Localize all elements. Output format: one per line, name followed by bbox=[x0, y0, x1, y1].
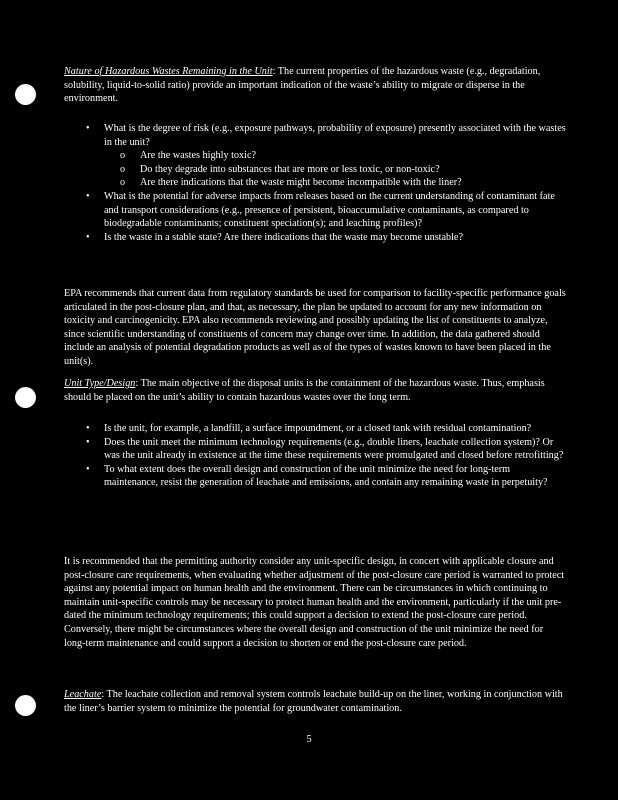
sub-bullet-text: Do they degrade into substances that are more or less toxic, or non-toxic? bbox=[140, 163, 440, 175]
bullet-text: What is the degree of risk (e.g., exposure pathways, probability of exposure) presently associated with the wastes in the unit? bbox=[104, 123, 566, 148]
leachate-paragraph bbox=[64, 688, 566, 715]
leachate-heading: Leachate bbox=[64, 689, 102, 700]
sub-list-item bbox=[64, 176, 566, 190]
nature-text: : The current properties of the hazardous waste (e.g., degradation, solubility, liquid-to-solid ratio) provide an important indication of the waste’s ability to migrate or disperse in the environment. bbox=[64, 66, 541, 105]
list-item bbox=[64, 231, 566, 245]
sub-bullet-icon: o bbox=[120, 177, 126, 189]
bullet-icon: • bbox=[86, 231, 90, 243]
list-item bbox=[64, 122, 566, 149]
unit-type-section bbox=[64, 377, 566, 404]
sub-bullet-text: Are the wastes highly toxic? bbox=[140, 150, 256, 162]
punch-hole-middle bbox=[15, 387, 36, 408]
list-item bbox=[64, 190, 566, 231]
page-number: 5 bbox=[306, 734, 312, 745]
bullet-icon: • bbox=[86, 423, 90, 434]
bullet-icon: • bbox=[86, 463, 90, 475]
epa-paragraph: EPA recommends that current data from regulatory standards be used for comparison to facility-specific performance goals articulated in the post-closure plan, and that, as necessary, the plan be updated to account for any new information on toxicity and carcinogenicity. EPA also recommends reviewing and possibly updating the list of constituents to analyze, since scientific understanding of constituents of concern may change over time. In addition, the data gathered should include an analysis of potential degradation products as well as of the types of wastes known to have been placed in the unit(s). bbox=[64, 288, 566, 367]
sub-list-item bbox=[64, 163, 566, 177]
unit-type-paragraph bbox=[64, 377, 566, 404]
bullet-text: Does the unit meet the minimum technology requirements (e.g., double liners, leachate collection system)? Or was the unit already in existence at the time these requirements were promulgated and closed before retrofitting? bbox=[104, 436, 564, 462]
sub-bullet-icon: o bbox=[120, 163, 126, 175]
bullet-text: What is the potential for adverse impacts from releases based on the current understanding of contaminant fate and transport considerations (e.g., presence of persistent, bioaccumulative contaminants, as compared to biodegradable contaminants; constituent speciation(s); and leaching profiles)? bbox=[104, 190, 555, 230]
punch-hole-top bbox=[15, 84, 36, 105]
list-item bbox=[64, 463, 566, 490]
punch-hole-bottom bbox=[15, 695, 36, 716]
epa-section bbox=[64, 287, 566, 369]
unit-type-heading: Unit Type/Design bbox=[64, 378, 136, 389]
bullet-icon: • bbox=[86, 123, 90, 134]
bullet-text: To what extent does the overall design and construction of the unit minimize the need for long-term maintenance, resist the generation of leachate and emissions, and contain any remaining waste in perpetuity? bbox=[104, 463, 548, 489]
leachate-text: : The leachate collection and removal system controls leachate build-up on the liner, working in conjunction with the liner’s barrier system to minimize the potential for groundwater contamination. bbox=[64, 689, 563, 714]
bullet-icon: • bbox=[86, 190, 90, 202]
sub-list-item bbox=[64, 149, 566, 163]
nature-section bbox=[64, 65, 566, 106]
sub-bullet-icon: o bbox=[120, 150, 126, 162]
sub-bullet-text: Are there indications that the waste might become incompatible with the liner? bbox=[140, 177, 462, 189]
unit-type-bullets bbox=[64, 422, 566, 490]
bullet-text: Is the unit, for example, a landfill, a surface impoundment, or a closed tank with residual contamination? bbox=[104, 423, 532, 434]
recommend-paragraph: It is recommended that the permitting authority consider any unit-specific design, in concert with applicable closure and post-closure care requirements, when evaluating whether adjustment of the post-closure care period is warranted to protect against any potential impact on human health and the environment. There can be circumstances in which continuing to maintain unit-specific controls may be necessary to protect human health and the environment, particularly if the unit pre-dated the minimum technology requirements; this could support a decision to extend the post-closure care period. Conversely, there might be circumstances where the overall design and construction of the unit minimize the need for long-term maintenance and could support a decision to shorten or end the post-closure care period. bbox=[64, 556, 565, 649]
nature-bullets bbox=[64, 122, 566, 244]
bullet-icon: • bbox=[86, 436, 90, 448]
nature-paragraph bbox=[64, 65, 566, 106]
list-item bbox=[64, 422, 566, 436]
list-item bbox=[64, 436, 566, 463]
recommend-section bbox=[64, 555, 566, 650]
bullet-text: Is the waste in a stable state? Are there indications that the waste may become unstable? bbox=[104, 231, 463, 243]
leachate-section bbox=[64, 688, 566, 715]
nature-heading: Nature of Hazardous Wastes Remaining in the Unit bbox=[64, 66, 273, 77]
unit-type-text: : The main objective of the disposal units is the containment of the hazardous waste. Thus, emphasis should be placed on the unit’s ability to contain hazardous wastes over the long term. bbox=[64, 378, 545, 403]
